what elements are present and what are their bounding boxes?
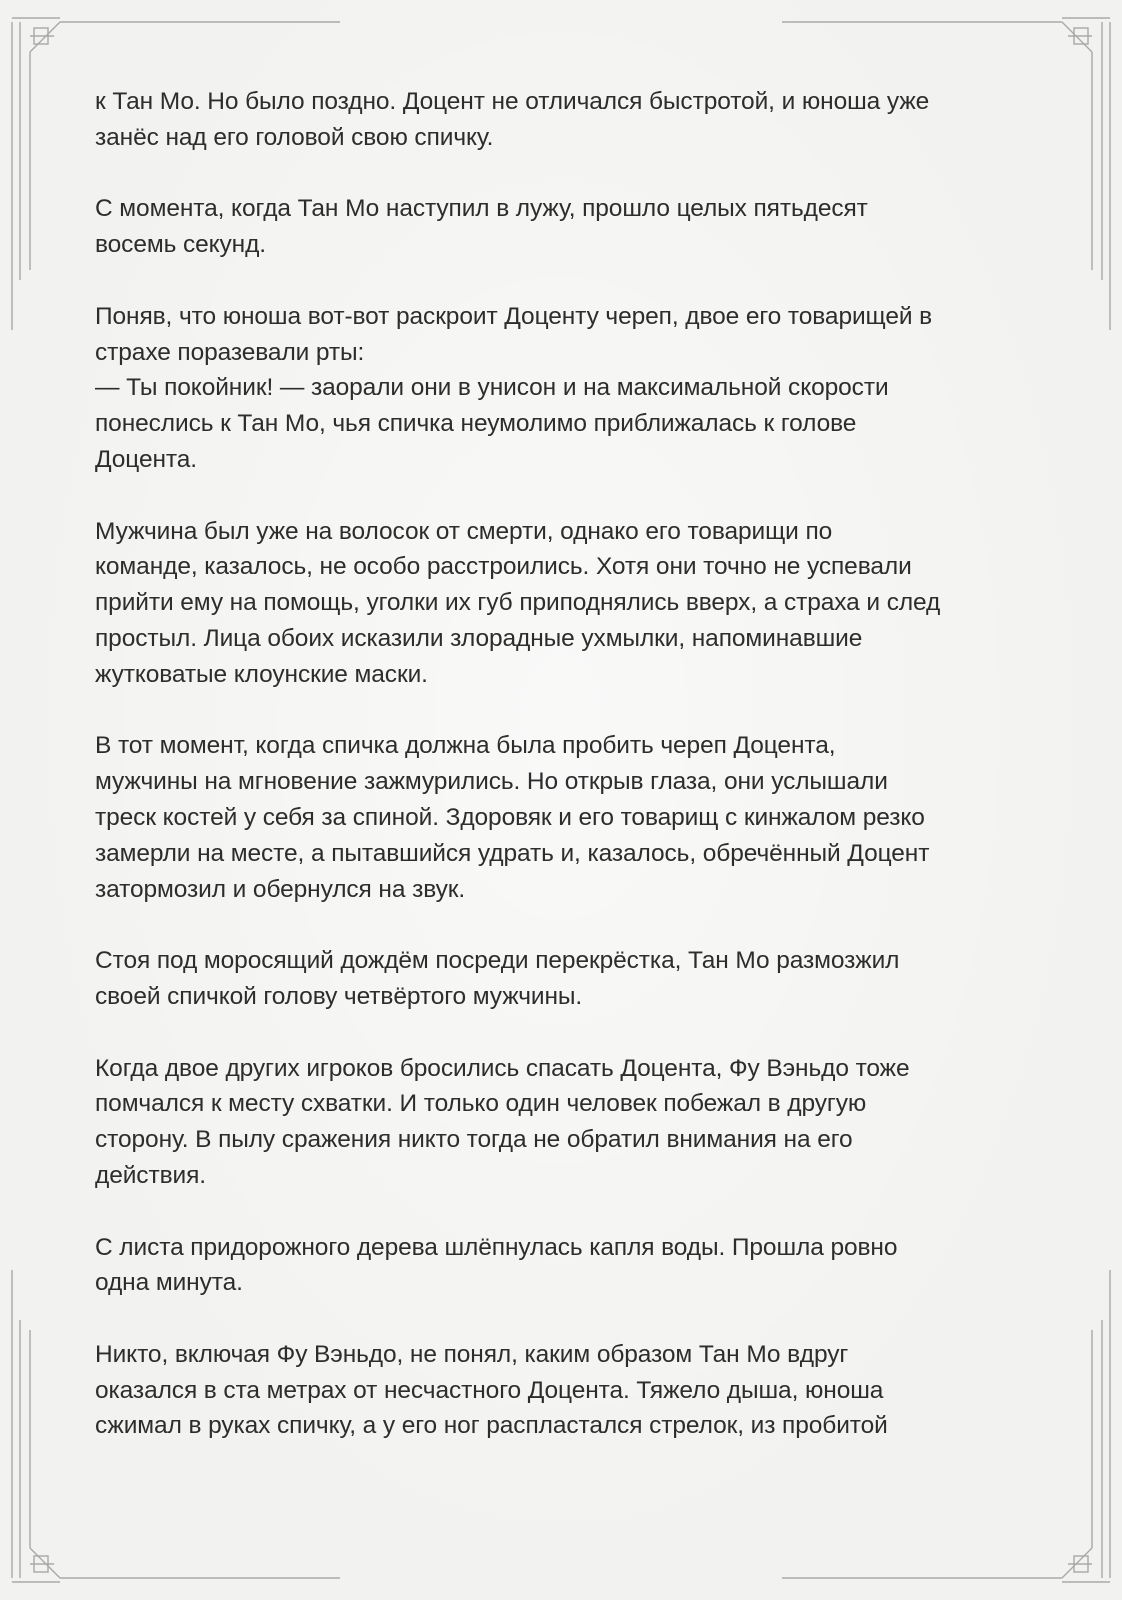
text-line: занёс над его головой свою спичку. — [95, 123, 494, 151]
text-line: затормозил и обернулся на звук. — [95, 875, 466, 903]
text-line: Доцента. — [95, 445, 197, 473]
text-line: своей спичкой голову четвёртого мужчины. — [95, 982, 583, 1010]
text-line: Мужчина был уже на волосок от смерти, однако его товарищи по — [95, 517, 833, 545]
document-body — [95, 84, 1030, 1480]
text-line: С листа придорожного дерева шлёпнулась капля воды. Прошла ровно — [95, 1233, 898, 1261]
paragraph-8 — [95, 1230, 1030, 1302]
paragraph-7 — [95, 1051, 1030, 1194]
text-line: мужчины на мгновение зажмурились. Но открыв глаза, они услышали — [95, 768, 888, 796]
text-line: страхе поразевали рты: — [95, 338, 365, 366]
text-line: прийти ему на помощь, уголки их губ приподнялись вверх, а страха и след — [95, 589, 941, 617]
text-line: команде, казалось, не особо расстроились. Хотя они точно не успевали — [95, 553, 912, 581]
text-line: действия. — [95, 1161, 206, 1189]
paragraph-4 — [95, 514, 1030, 693]
text-line: замерли на месте, а пытавшийся удрать и, казалось, обречённый Доцент — [95, 839, 930, 867]
text-line: простыл. Лица обоих исказили злорадные ухмылки, напоминавшие — [95, 624, 863, 652]
text-line: оказался в ста метрах от несчастного Доцента. Тяжело дыша, юноша — [95, 1376, 884, 1404]
text-line: одна минута. — [95, 1269, 243, 1297]
text-line: Стоя под моросящий дождём посреди перекрёстка, Тан Мо размозжил — [95, 947, 900, 975]
text-line: треск костей у себя за спиной. Здоровяк и его товарищ с кинжалом резко — [95, 803, 925, 831]
text-line: — Ты покойник! — заорали они в унисон и на максимальной скорости — [95, 374, 889, 402]
paragraph-3 — [95, 299, 1030, 478]
text-line: понеслись к Тан Мо, чья спичка неумолимо приближалась к голове — [95, 410, 857, 438]
text-line: Поняв, что юноша вот-вот раскроит Доценту череп, двое его товарищей в — [95, 302, 933, 330]
paragraph-9 — [95, 1337, 1030, 1444]
paragraph-2 — [95, 191, 1030, 263]
paragraph-1 — [95, 84, 1030, 156]
text-line: помчался к месту схватки. И только один человек побежал в другую — [95, 1090, 867, 1118]
text-line: Никто, включая Фу Вэньдо, не понял, каким образом Тан Мо вдруг — [95, 1340, 849, 1368]
paragraph-6 — [95, 943, 1030, 1015]
text-line: С момента, когда Тан Мо наступил в лужу, прошло целых пятьдесят — [95, 195, 868, 223]
text-line: восемь секунд. — [95, 231, 267, 259]
text-line: сторону. В пылу сражения никто тогда не обратил внимания на его — [95, 1126, 853, 1154]
text-line: В тот момент, когда спичка должна была пробить череп Доцента, — [95, 732, 836, 760]
text-line: жутковатые клоунские маски. — [95, 660, 428, 688]
text-line: сжимал в руках спичку, а у его ног распластался стрелок, из пробитой — [95, 1412, 888, 1440]
paragraph-5 — [95, 728, 1030, 907]
text-line: к Тан Мо. Но было поздно. Доцент не отличался быстротой, и юноша уже — [95, 88, 930, 115]
text-line: Когда двое других игроков бросились спасать Доцента, Фу Вэньдо тоже — [95, 1054, 910, 1082]
